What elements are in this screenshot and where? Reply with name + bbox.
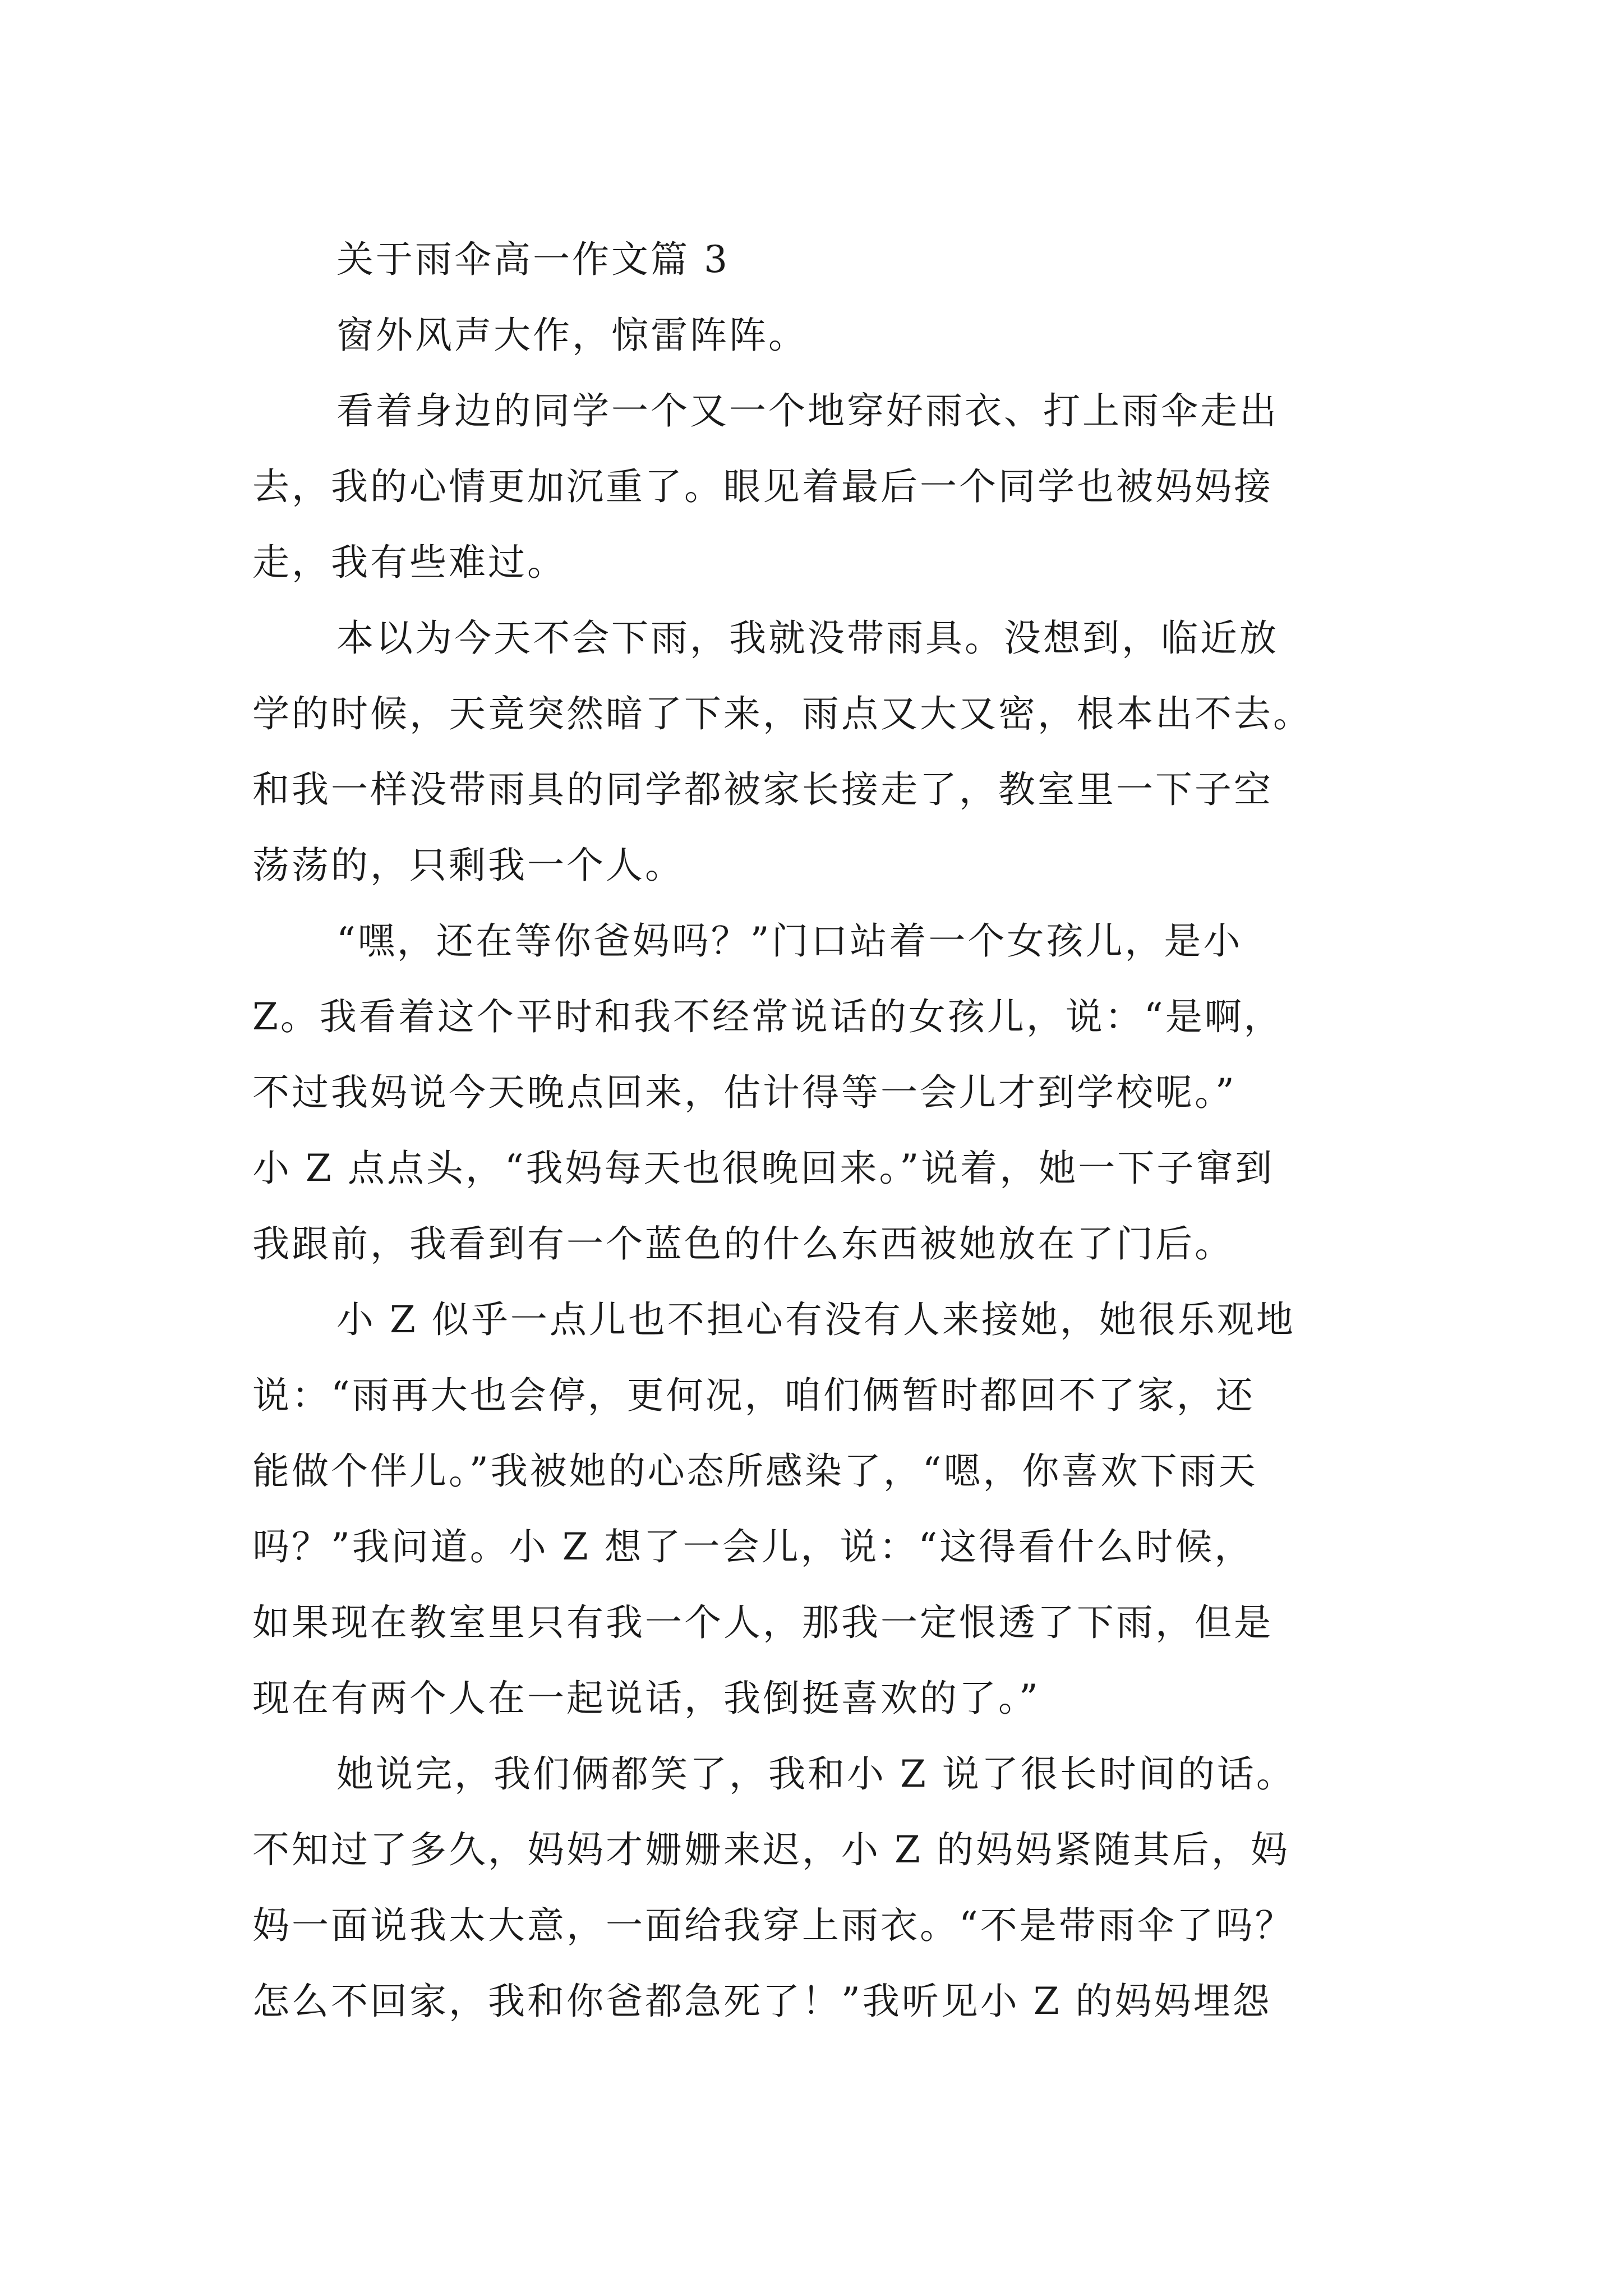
paragraph-line: 本以为今天不会下雨，我就没带雨具。没想到，临近放	[336, 616, 1279, 660]
paragraph-line: 小 Z 点点头，“我妈每天也很晚回来。”说着，她一下子窜到	[252, 1147, 1275, 1190]
paragraph-line: 说：“雨再大也会停，更何况，咱们俩暂时都回不了家，还	[252, 1374, 1255, 1417]
paragraph-line: 和我一样没带雨具的同学都被家长接走了，教室里一下子空	[252, 768, 1273, 811]
paragraph-line: 妈一面说我太大意，一面给我穿上雨衣。“不是带雨伞了吗？	[252, 1904, 1294, 1947]
paragraph-line: 不知过了多久，妈妈才姗姗来迟，小 Z 的妈妈紧随其后，妈	[252, 1828, 1290, 1871]
paragraph-line: 能做个伴儿。”我被她的心态所感染了，“嗯，你喜欢下雨天	[252, 1450, 1258, 1493]
paragraph-line: 现在有两个人在一起说话，我倒挺喜欢的了。”	[252, 1677, 1040, 1720]
paragraph-line: 小 Z 似乎一点儿也不担心有没有人来接她，她很乐观地	[336, 1298, 1295, 1341]
paragraph-line: 荡荡的，只剩我一个人。	[252, 844, 684, 887]
document-title: 关于雨伞高一作文篇 3	[336, 238, 730, 281]
paragraph-line: 去，我的心情更加沉重了。眼见着最后一个同学也被妈妈接	[252, 465, 1273, 508]
paragraph-line: 如果现在教室里只有我一个人，那我一定恨透了下雨，但是	[252, 1601, 1273, 1644]
paragraph-line: 我跟前，我看到有一个蓝色的什么东西被她放在了门后。	[252, 1222, 1234, 1266]
paragraph-line: 吗？”我问道。小 Z 想了一会儿，说：“这得看什么时候，	[252, 1525, 1254, 1568]
paragraph-line: 看着身边的同学一个又一个地穿好雨衣、打上雨伞走出	[336, 389, 1279, 432]
paragraph-line: 窗外风声大作，惊雷阵阵。	[336, 314, 808, 357]
paragraph-line: “嘿，还在等你爸妈吗？”门口站着一个女孩儿，是小	[336, 919, 1243, 963]
paragraph-line: 学的时候，天竟突然暗了下来，雨点又大又密，根本出不去。	[252, 692, 1312, 735]
document-body	[252, 222, 1380, 2039]
paragraph-line: 不过我妈说今天晚点回来，估计得等一会儿才到学校呢。”	[252, 1071, 1237, 1114]
paragraph-line: Z。我看着这个平时和我不经常说话的女孩儿，说：“是啊，	[252, 995, 1283, 1038]
paragraph-line: 怎么不回家，我和你爸都急死了！”我听见小 Z 的妈妈埋怨	[252, 1980, 1272, 2023]
paragraph-line: 走，我有些难过。	[252, 541, 566, 584]
paragraph-line: 她说完，我们俩都笑了，我和小 Z 说了很长时间的话。	[336, 1752, 1295, 1796]
